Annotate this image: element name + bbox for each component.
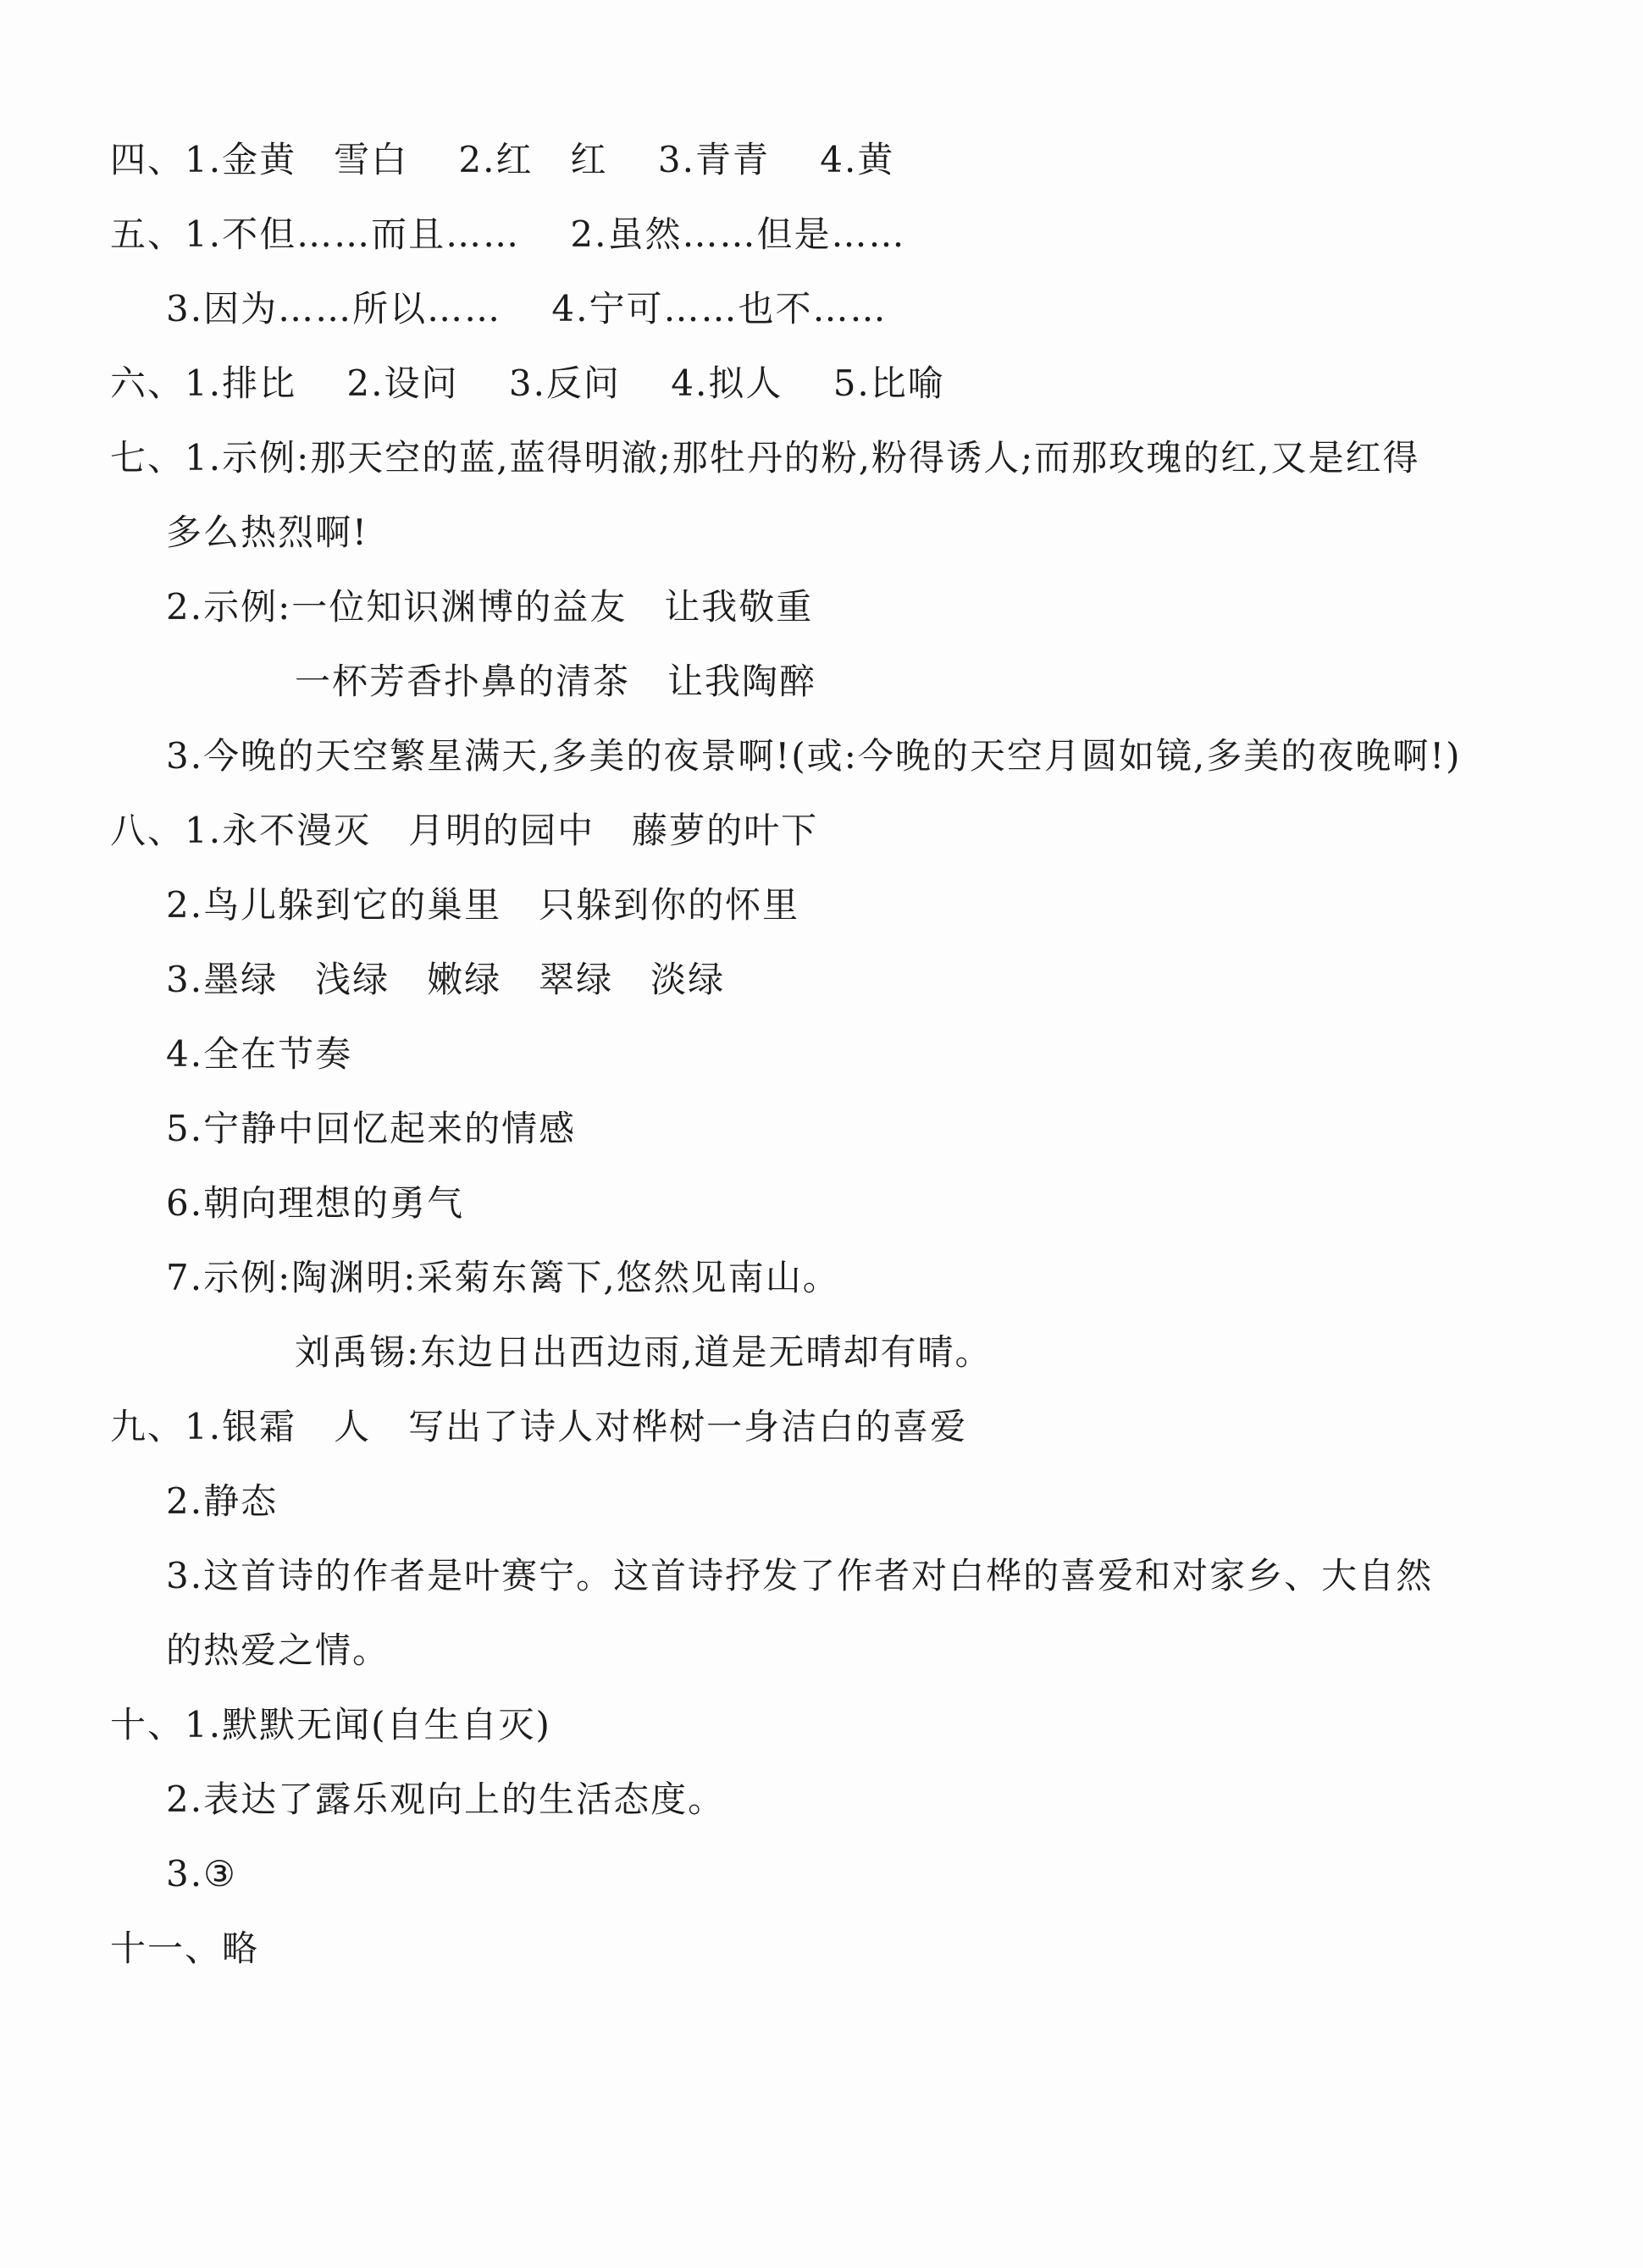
answer-section-5-line-2: 3.因为……所以…… 4.宁可……也不…… [166, 288, 888, 329]
answer-section-6: 六、1.排比 2.设问 3.反问 4.拟人 5.比喻 [110, 362, 945, 404]
answer-section-11: 十一、略 [110, 1928, 260, 1969]
answer-section-9-item-2: 2.静态 [166, 1480, 279, 1522]
answer-section-5-line-1: 五、1.不但……而且…… 2.虽然……但是…… [110, 213, 906, 255]
answer-section-8-item-4: 4.全在节奏 [166, 1033, 353, 1075]
answer-section-7-item-1: 七、1.示例:那天空的蓝,蓝得明澈;那牡丹的粉,粉得诱人;而那玫瑰的红,又是红得 [110, 437, 1420, 478]
answer-section-8-item-3: 3.墨绿 浅绿 嫩绿 翠绿 淡绿 [166, 959, 726, 1000]
answer-section-8-item-6: 6.朝向理想的勇气 [166, 1182, 465, 1224]
answer-section-8-item-7: 7.示例:陶渊明:采菊东篱下,悠然见南山。 [166, 1257, 840, 1298]
answer-section-7-item-3: 3.今晚的天空繁星满天,多美的夜景啊!(或:今晚的天空月圆如镜,多美的夜晚啊!) [166, 735, 1462, 777]
answer-section-8-item-1: 八、1.永不漫灭 月明的园中 藤萝的叶下 [110, 810, 819, 851]
answer-section-4: 四、1.金黄 雪白 2.红 红 3.青青 4.黄 [110, 139, 895, 180]
answer-section-9-item-3: 3.这首诗的作者是叶赛宁。这首诗抒发了作者对白桦的喜爱和对家乡、大自然 [166, 1555, 1434, 1596]
answer-section-8-item-5: 5.宁静中回忆起来的情感 [166, 1108, 577, 1149]
answer-section-8-item-2: 2.鸟儿躲到它的巢里 只躲到你的怀里 [166, 884, 800, 926]
answer-section-7-item-2-cont: 一杯芳香扑鼻的清茶 让我陶醉 [295, 661, 817, 702]
answer-section-10-item-2: 2.表达了露乐观向上的生活态度。 [166, 1778, 726, 1820]
answer-section-9-item-3-cont: 的热爱之情。 [166, 1629, 390, 1671]
answer-section-10-item-3: 3.③ [166, 1853, 237, 1895]
answer-section-8-item-7-cont: 刘禹锡:东边日出西边雨,道是无晴却有晴。 [295, 1331, 993, 1373]
answer-section-7-item-1-cont: 多么热烈啊! [166, 512, 368, 553]
answer-section-10-item-1: 十、1.默默无闻(自生自灭) [110, 1704, 551, 1745]
answer-section-9-item-1: 九、1.银霜 人 写出了诗人对桦树一身洁白的喜爱 [110, 1406, 968, 1447]
answer-section-7-item-2: 2.示例:一位知识渊博的益友 让我敬重 [166, 586, 814, 628]
